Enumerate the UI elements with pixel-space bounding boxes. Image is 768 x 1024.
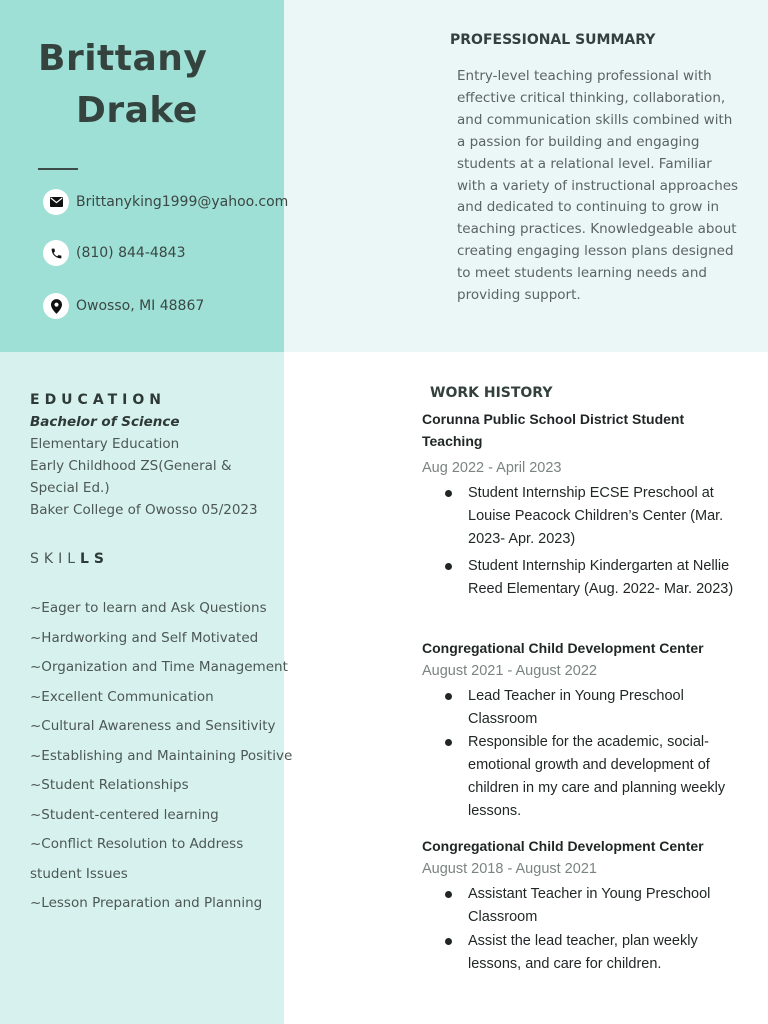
bullet-dot-icon — [445, 693, 452, 700]
job-bullet — [440, 555, 745, 601]
job-bullet — [440, 482, 745, 551]
skill-item: ~Lesson Preparation and Planning — [30, 895, 263, 911]
job-bullet — [440, 930, 745, 976]
job-title: Corunna Public School District Student Teaching — [422, 411, 685, 449]
skills-heading-part: LS — [80, 551, 110, 567]
job-dates: Aug 2022 - April 2023 — [422, 460, 562, 476]
contact-phone-row[interactable] — [43, 240, 186, 266]
skill-item: ~Hardworking and Self Motivated — [30, 629, 259, 646]
job-bullet — [440, 685, 745, 731]
education-major: Elementary Education — [30, 436, 180, 452]
map-pin-icon — [43, 293, 69, 319]
skill-item: student Issues — [30, 865, 128, 882]
contact-phone[interactable]: (810) 844-4843 — [76, 245, 186, 261]
job-bullet-list — [440, 685, 745, 823]
bullet-dot-icon — [445, 891, 452, 898]
skills-heading-part: SKIL — [30, 551, 80, 567]
education-school: Baker College of Owosso 05/2023 — [30, 502, 258, 518]
phone-icon — [43, 240, 69, 266]
job-bullet-list — [440, 482, 745, 601]
job-bullet — [440, 883, 745, 929]
contact-location: Owosso, MI 48867 — [76, 298, 205, 314]
job-bullet-text: Student Internship ECSE Preschool at Louise Peacock Children’s Center (Mar. 2023- Apr. 2023) — [468, 485, 724, 547]
bullet-dot-icon — [445, 563, 452, 570]
education-minor-line: Early Childhood ZS(General & — [30, 458, 232, 474]
education-minor-line: Special Ed.) — [30, 480, 110, 496]
skills-heading — [30, 551, 109, 567]
name-divider — [38, 168, 78, 170]
education-degree: Bachelor of Science — [30, 414, 180, 430]
skill-item: ~Student Relationships — [30, 777, 189, 793]
job-bullet — [440, 731, 745, 823]
contact-email[interactable]: Brittanyking1999@yahoo.com — [76, 194, 289, 210]
skill-item: ~Eager to learn and Ask Questions — [30, 600, 267, 616]
job-title: Congregational Child Development Center — [422, 640, 704, 656]
bullet-dot-icon — [445, 739, 452, 746]
education-heading: EDUCATION — [30, 392, 166, 408]
summary-text: Entry-level teaching professional with effective critical thinking, collaboration, and communication skills combined with a passion for building and engaging students at a relational level. Familiar with a variety of instructional approaches and dedicated to continuing to grow in teaching practices. Knowledgeable about creating engaging lesson plans designed to meet students learning needs and providing support. — [457, 68, 739, 304]
skills-list — [30, 600, 292, 925]
skill-item: ~Student-centered learning — [30, 806, 219, 823]
job-dates: August 2018 - August 2021 — [422, 861, 597, 877]
skill-item: ~Organization and Time Management — [30, 659, 288, 675]
job-bullet-text: Lead Teacher in Young Preschool Classroom — [468, 688, 684, 727]
job-bullet-text: Student Internship Kindergarten at Nellie Reed Elementary (Aug. 2022- Mar. 2023) — [468, 558, 734, 597]
contact-location-row — [43, 293, 204, 319]
job-title: Congregational Child Development Center — [422, 838, 704, 854]
work-history-heading: WORK HISTORY — [430, 385, 553, 401]
job-bullet-text: Assistant Teacher in Young Preschool Classroom — [468, 886, 711, 925]
first-name: Brittany — [38, 38, 208, 79]
last-name: Drake — [76, 90, 198, 131]
skill-item: ~Excellent Communication — [30, 688, 214, 705]
skill-item: ~Conflict Resolution to Address — [30, 836, 244, 852]
skill-item: ~Establishing and Maintaining Positive — [30, 747, 293, 764]
job-bullet-text: Responsible for the academic, social-emotional growth and development of children in my care and planning weekly lessons. — [468, 734, 726, 819]
contact-email-row[interactable] — [43, 189, 288, 215]
bullet-dot-icon — [445, 490, 452, 497]
skill-item: ~Cultural Awareness and Sensitivity — [30, 718, 276, 734]
summary-heading: PROFESSIONAL SUMMARY — [450, 32, 656, 48]
job-bullet-text: Assist the lead teacher, plan weekly lessons, and care for children. — [468, 933, 698, 972]
envelope-icon — [43, 189, 69, 215]
job-bullet-list — [440, 883, 745, 976]
bullet-dot-icon — [445, 938, 452, 945]
job-dates: August 2021 - August 2022 — [422, 663, 597, 679]
